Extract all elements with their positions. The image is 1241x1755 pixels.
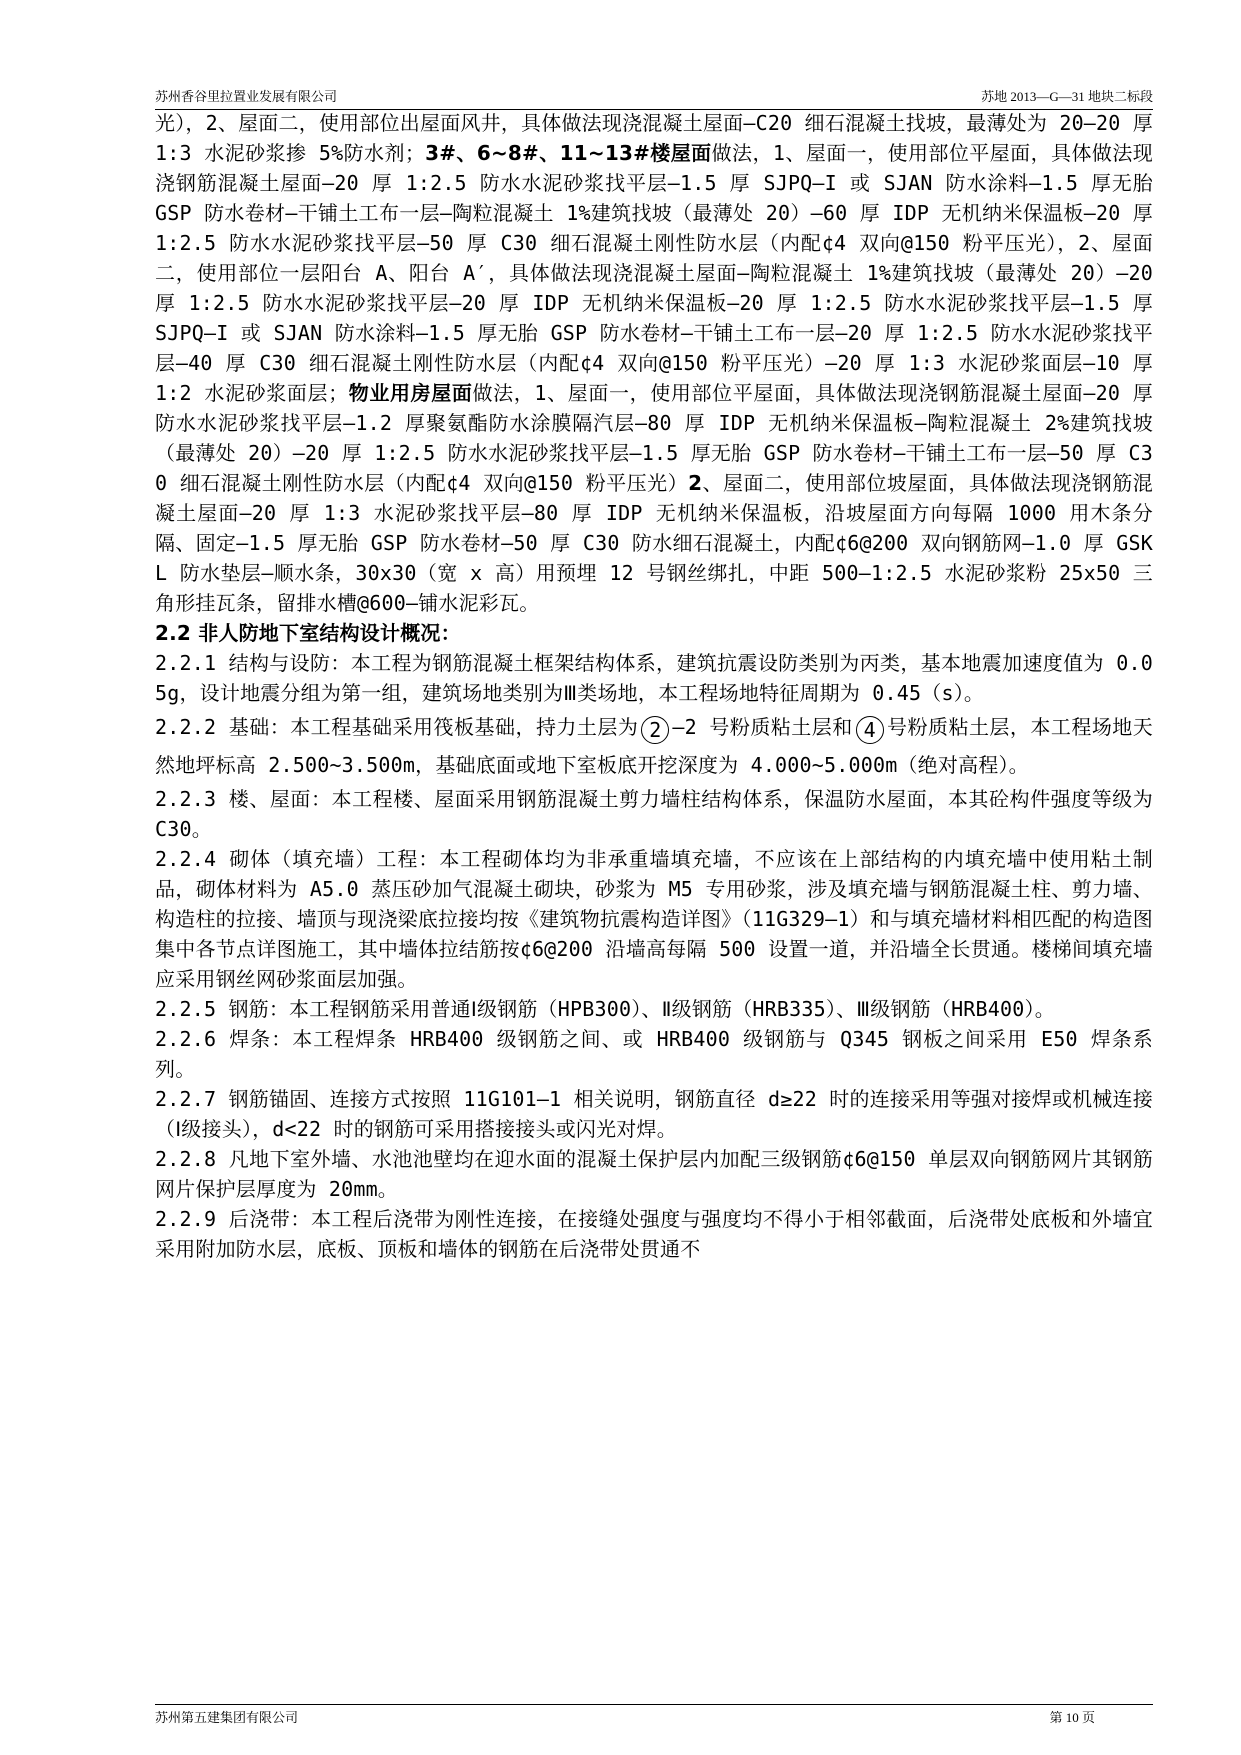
page-number: 第 10 页 — [1049, 1710, 1095, 1725]
paragraph-2-2-2 — [155, 708, 1153, 784]
paragraph-2-2-3: 2.2.3 楼、屋面：本工程楼、屋面采用钢筋混凝土剪力墙柱结构体系，保温防水屋面，本其砼构件强度等级为 C30。 — [155, 787, 1153, 841]
circled-number-4: 4 — [856, 716, 884, 744]
page-header — [155, 87, 1153, 109]
paragraph-2-2-6: 2.2.6 焊条：本工程焊条 HRB400 级钢筋之间、或 HRB400 级钢筋与 Q345 钢板之间采用 E50 焊条系列。 — [155, 1027, 1153, 1081]
roof-text-2: 做法，1、屋面一，使用部位平屋面，具体做法现浇钢筋混凝土屋面—20 厚 1:2.5 防水水泥砂浆找平层—1.5 厚 SJPQ—I 或 SJAN 防水涂料—1.5 厚无胎 GSP 防水卷材—干铺土工布一层—陶粒混凝土 1%建筑找坡（最薄处 20）—60 厚 IDP 无机纳米保温板—20 厚 1:2.5 防水水泥砂浆找平层—50 厚 C30 细石混凝土刚性防水层（内配¢4 双向@150 粉平压光），2、屋面二，使用部位一层阳台 A、阳台 A′，具体做法现浇混凝土屋面—陶粒混凝土 1%建筑找坡（最薄处 20）—20 厚 1:2.5 防水水泥砂浆找平层—20 厚 IDP 无机纳米保温板—20 厚 1:2.5 防水水泥砂浆找平层—1.5 厚 SJPQ—I 或 SJAN 防水涂料—1.5 厚无胎 GSP 防水卷材—干铺土工布一层—20 厚 1:2.5 防水水泥砂浆找平层—40 厚 C30 细石混凝土刚性防水层（内配¢4 双向@150 粉平压光）—20 厚 1:3 水泥砂浆面层—10 厚 1:2 水泥砂浆面层； — [155, 141, 1153, 405]
paragraph-2-2-5: 2.2.5 钢筋：本工程钢筋采用普通Ⅰ级钢筋（HPB300）、Ⅱ级钢筋（HRB335）、Ⅲ级钢筋（HRB400）。 — [155, 997, 1055, 1021]
paragraph-2-2-7: 2.2.7 钢筋锚固、连接方式按照 11G101—1 相关说明，钢筋直径 d≥22 时的连接采用等强对接焊或机械连接（Ⅰ级接头），d<22 时的钢筋可采用搭接接头或闪光对焊。 — [155, 1087, 1153, 1141]
paragraph-roof-intro — [155, 108, 1153, 618]
circled-number-2: 2 — [641, 716, 669, 744]
paragraph-2-2-1: 2.2.1 结构与设防：本工程为钢筋混凝土框架结构体系，建筑抗震设防类别为丙类，基本地震加速度值为 0.05g，设计地震分组为第一组，建筑场地类别为Ⅲ类场地，本工程场地特征周期为 0.45（s）。 — [155, 651, 1153, 705]
page-footer — [155, 1708, 1153, 1730]
section-title: 2.2 非人防地下室结构设计概况： — [155, 621, 461, 645]
p222-text-c: 号粉质粘土层，本工程场地天然地坪标高 2.500~3.500m，基础底面或地下室板底开挖深度为 4.000~5.000m（绝对高程）。 — [155, 715, 1153, 777]
roof-text-4: 、屋面二，使用部位坡屋面，具体做法现浇钢筋混凝土屋面—20 厚 1:3 水泥砂浆找平层—80 厚 IDP 无机纳米保温板，沿坡屋面方向每隔 1000 用木条分隔、固定—1.5 厚无胎 GSP 防水卷材—50 厚 C30 防水细石混凝土，内配¢6@200 双向钢筋网—1.0 厚 GSKL 防水垫层—顺水条，30x30（宽 x 高）用预埋 12 号钢丝绑扎，中距 500—1:2.5 水泥砂浆粉 25x50 三角形挂瓦条，留排水槽@600—铺水泥彩瓦。 — [155, 471, 1153, 615]
footer-rule — [155, 1704, 1153, 1705]
paragraph-2-2-8: 2.2.8 凡地下室外墙、水池池壁均在迎水面的混凝土保护层内加配三级钢筋¢6@150 单层双向钢筋网片其钢筋网片保护层厚度为 20mm。 — [155, 1147, 1153, 1201]
paragraph-2-2-4: 2.2.4 砌体（填充墙）工程：本工程砌体均为非承重墙填充墙，不应该在上部结构的内填充墙中使用粘土制品，砌体材料为 A5.0 蒸压砂加气混凝土砌块，砂浆为 M5 专用砂浆，涉及填充墙与钢筋混凝土柱、剪力墙、构造柱的拉接、墙顶与现浇梁底拉接均按《建筑物抗震构造详图》（11G329—1）和与填充墙材料相匹配的构造图集中各节点详图施工，其中墙体拉结筋按¢6@200 沿墙高每隔 500 设置一道，并沿墙全长贯通。楼梯间填充墙应采用钢丝网砂浆面层加强。 — [155, 847, 1153, 991]
header-project: 苏地 2013—G—31 地块二标段 — [981, 89, 1153, 104]
roof-text-3: 做法，1、屋面一，使用部位平屋面，具体做法现浇钢筋混凝土屋面—20 厚防水水泥砂浆找平层—1.2 厚聚氨酯防水涂膜隔汽层—80 厚 IDP 无机纳米保温板—陶粒混凝土 2%建筑找坡（最薄处 20）—20 厚 1:2.5 防水水泥砂浆找平层—1.5 厚无胎 GSP 防水卷材—干铺土工布一层—50 厚 C30 细石混凝土刚性防水层（内配¢4 双向@150 粉平压光） — [155, 381, 1153, 495]
roof-bold-number: 2 — [688, 471, 703, 495]
paragraph-2-2-9: 2.2.9 后浇带：本工程后浇带为刚性连接，在接缝处强度与强度均不得小于相邻截面，后浇带处底板和外墙宜采用附加防水层，底板、顶板和墙体的钢筋在后浇带处贯通不 — [155, 1207, 1153, 1261]
footer-company: 苏州第五建集团有限公司 — [155, 1710, 299, 1725]
document-body — [155, 108, 1153, 1264]
roof-text-1: 光），2、屋面二，使用部位出屋面风井，具体做法现浇混凝土屋面—C20 细石混凝土找坡，最薄处为 20—20 厚 1:3 水泥砂浆掺 5%防水剂； — [155, 111, 1153, 165]
p222-text-a: 2.2.2 基础：本工程基础采用筏板基础，持力土层为 — [155, 715, 639, 739]
p222-text-b: —2 号粉质粘土层和 — [672, 715, 853, 739]
roof-heading-buildings: 3#、6~8#、11~13#楼屋面 — [425, 141, 712, 165]
roof-heading-property: 物业用房屋面 — [348, 381, 473, 405]
header-company: 苏州香谷里拉置业发展有限公司 — [155, 89, 338, 104]
